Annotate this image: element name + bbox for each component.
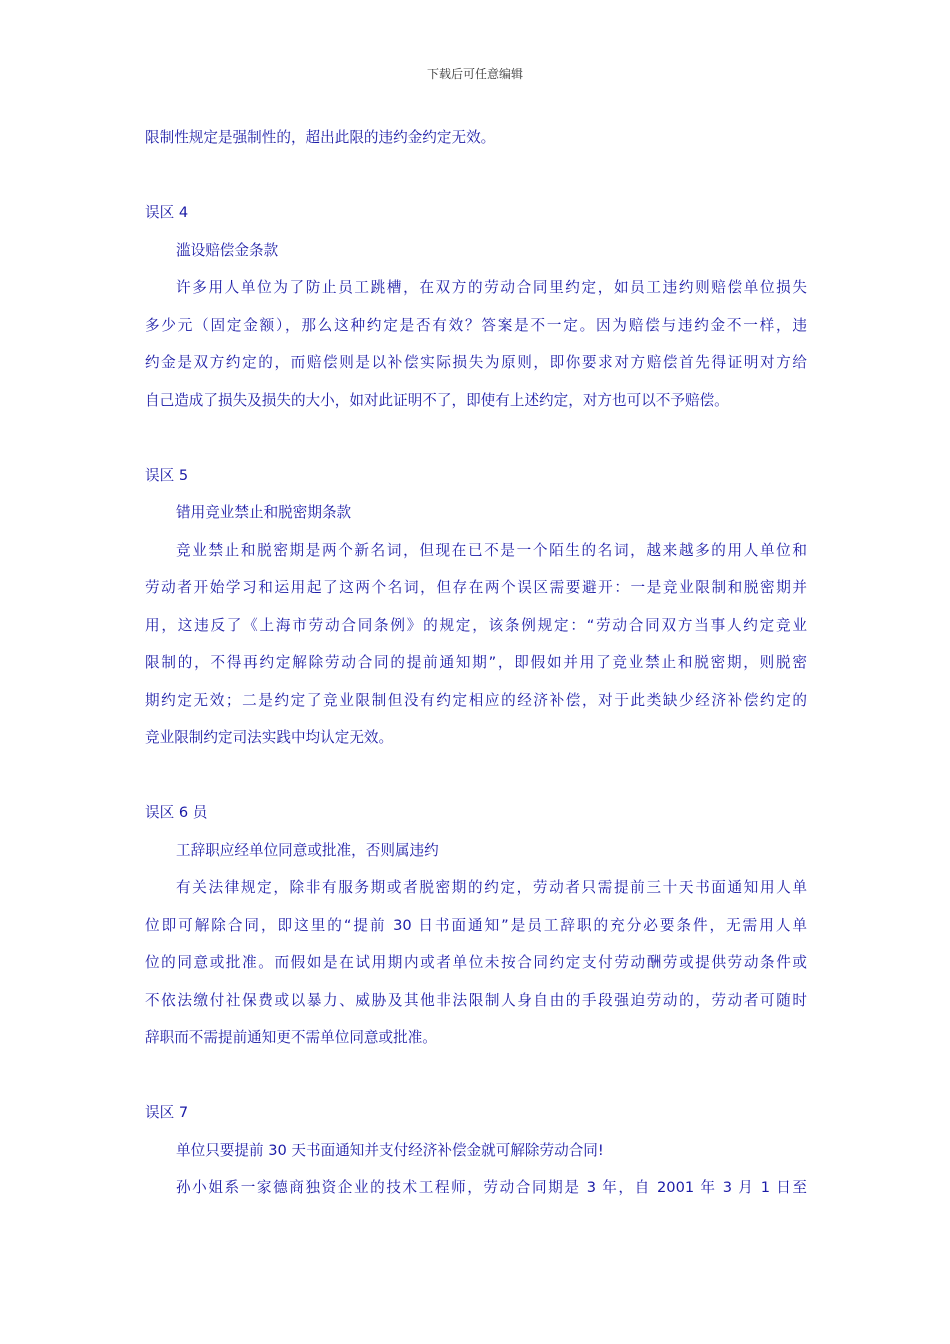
paragraph-line: 许多用人单位为了防止员工跳槽，在双方的劳动合同里约定，如员工违约则赔偿单位损失	[176, 279, 807, 296]
paragraph-line: 竞业限制约定司法实践中均认定无效。	[145, 729, 394, 746]
section-4	[145, 201, 807, 426]
paragraph-line: 自己造成了损失及损失的大小，如对此证明不了，即使有上述约定，对方也可以不予赔偿。	[145, 391, 729, 409]
paragraph-line: 期约定无效；二是约定了竞业限制但没有约定相应的经济补偿，对于此类缺少经济补偿约定的	[145, 691, 807, 709]
page-header: 下载后可任意编辑	[426, 67, 523, 81]
spacer	[145, 1064, 807, 1102]
section-label: 误区 4	[145, 204, 189, 221]
paragraph-line: 劳动者开始学习和运用起了这两个名词，但存在两个误区需要避开：一是竞业限制和脱密期并	[145, 579, 807, 596]
section-5	[145, 464, 807, 764]
spacer	[145, 764, 807, 802]
section-7	[145, 1101, 807, 1214]
section-title: 滥设赔偿金条款	[176, 241, 279, 259]
section-label: 误区 6 员	[145, 804, 208, 821]
section-title: 单位只要提前 30 天书面通知并支付经济补偿金就可解除劳动合同!	[176, 1141, 604, 1159]
paragraph-line: 不依法缴付社保费或以暴力、威胁及其他非法限制人身自由的手段强迫劳动的，劳动者可随时	[145, 991, 807, 1009]
paragraph-line: 辞职而不需提前通知更不需单位同意或批准。	[145, 1029, 437, 1046]
section-paragraph	[145, 539, 807, 764]
spacer	[145, 164, 807, 202]
paragraph-line: 多少元（固定金额），那么这种约定是否有效？答案是不一定。因为赔偿与违约金不一样，违	[145, 316, 807, 334]
section-paragraph	[145, 876, 807, 1064]
section-label: 误区 5	[145, 466, 189, 484]
section-title: 错用竞业禁止和脱密期条款	[176, 504, 352, 521]
intro-line: 限制性规定是强制性的，超出此限的违约金约定无效。	[145, 129, 496, 146]
paragraph-line: 用，这违反了《上海市劳动合同条例》的规定，该条例规定：“劳动合同双方当事人约定竞业	[145, 616, 807, 634]
spacer	[145, 426, 807, 464]
paragraph-line: 约金是双方约定的，而赔偿则是以补偿实际损失为原则，即你要求对方赔偿首先得证明对方给	[145, 354, 807, 371]
section-paragraph	[145, 276, 807, 426]
paragraph-line: 有关法律规定，除非有服务期或者脱密期的约定，劳动者只需提前三十天书面通知用人单	[176, 879, 807, 896]
paragraph-line: 竞业禁止和脱密期是两个新名词，但现在已不是一个陌生的名词，越来越多的用人单位和	[176, 541, 807, 559]
section-title: 工辞职应经单位同意或批准，否则属违约	[176, 841, 439, 859]
section-6	[145, 801, 807, 1064]
document-body	[145, 126, 807, 1214]
paragraph-line: 限制的，不得再约定解除劳动合同的提前通知期”，即假如并用了竞业禁止和脱密期，则脱密	[145, 654, 807, 671]
section-paragraph	[145, 1176, 807, 1214]
paragraph-line: 位的同意或批准。而假如是在试用期内或者单位未按合同约定支付劳动酬劳或提供劳动条件或	[145, 954, 807, 971]
paragraph-line: 位即可解除合同，即这里的“提前 30 日书面通知”是员工辞职的充分必要条件，无需用人单	[145, 916, 807, 934]
paragraph-line: 孙小姐系一家德商独资企业的技术工程师，劳动合同期是 3 年，自 2001 年 3 月 1 日至	[176, 1179, 807, 1196]
section-label: 误区 7	[145, 1104, 189, 1121]
